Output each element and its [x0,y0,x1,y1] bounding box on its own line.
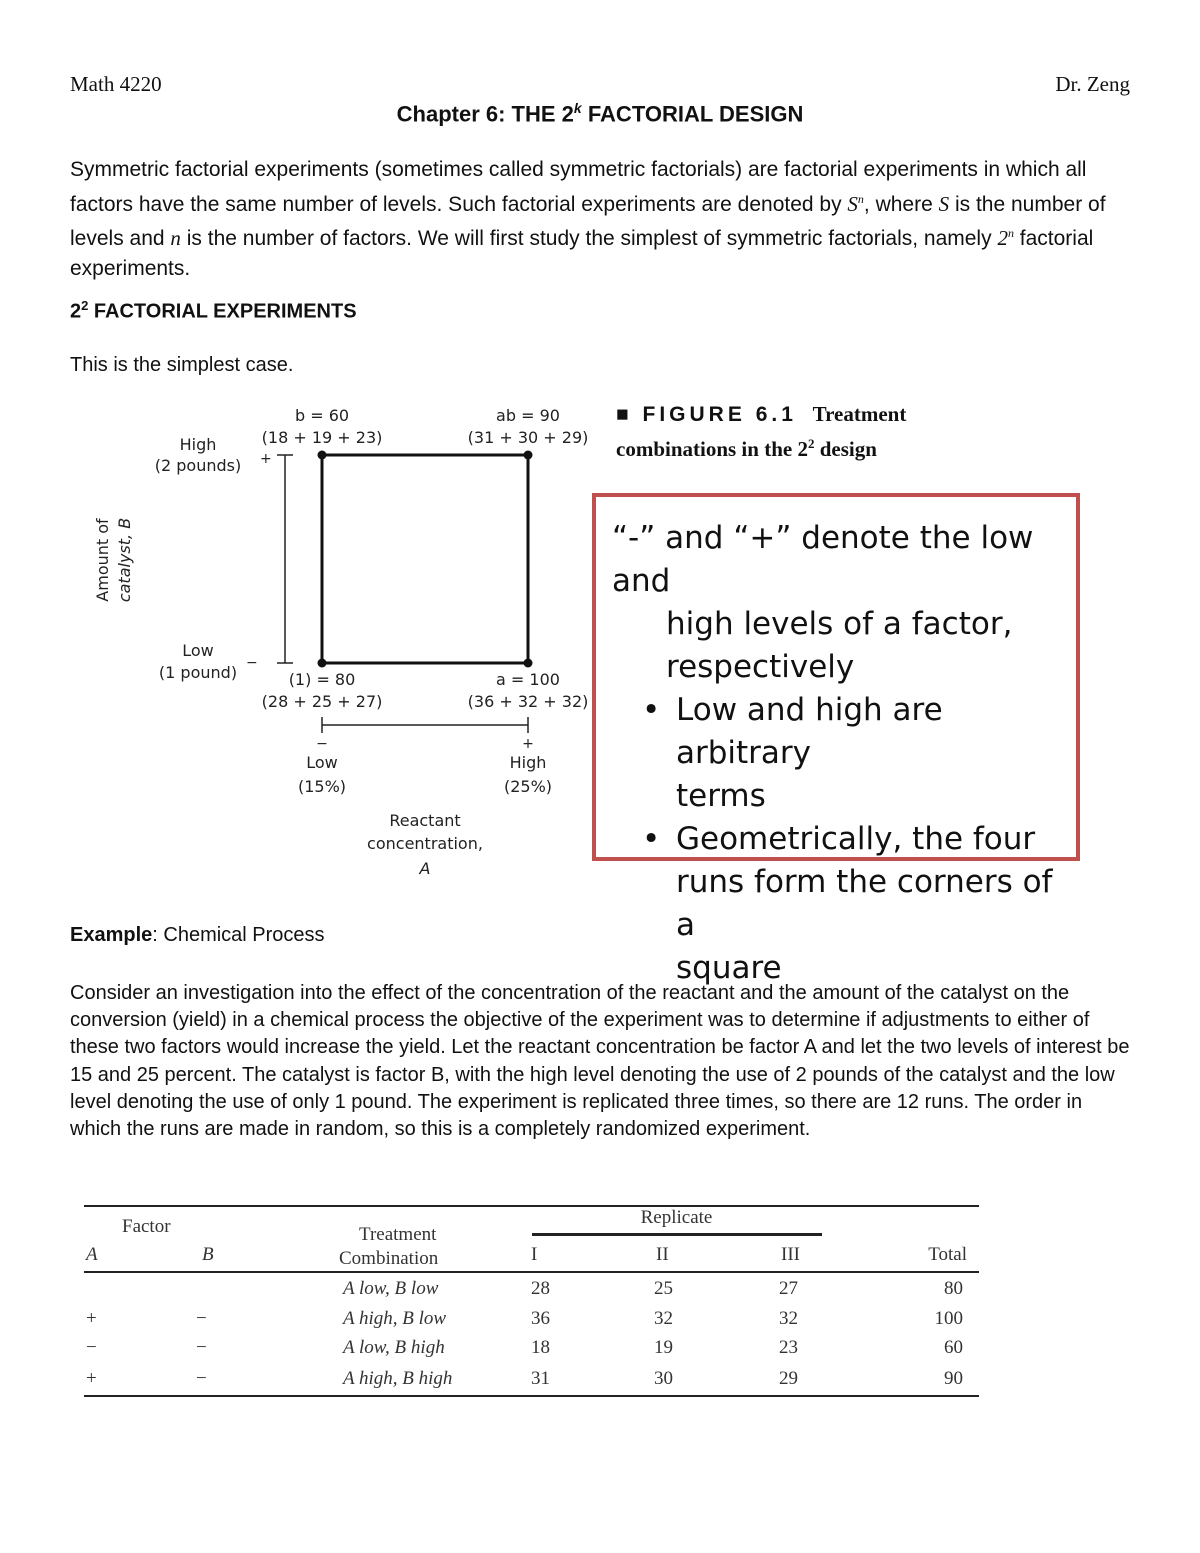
col-b-header: B [202,1243,214,1265]
cell-b: − [196,1307,207,1329]
a-high-label: High [509,753,547,772]
one-label: (1) = 80 [288,670,356,689]
cell-total: 90 [944,1367,963,1389]
cell-b [154,1272,319,1304]
intro-text-3: is the number of levels and [70,192,1106,250]
cell-combination: A high, B high [343,1367,453,1389]
b-plus-sign: + [260,451,272,467]
cell-rep-2: 19 [654,1336,673,1358]
replicate-header-label: Replicate [532,1207,822,1236]
note-callout-box [592,493,1080,986]
cell-a: − [86,1336,97,1358]
page-title [0,100,1200,127]
author-label: Dr. Zeng [1055,72,1130,96]
table-row [84,1333,979,1362]
figure-label: ■ FIGURE 6.1 [616,403,797,426]
intro-two-exp: n [1007,226,1014,240]
note-content [612,517,1062,990]
a-low-label: Low [306,753,338,772]
note-line-1: “-” and “+” denote the low and [612,520,1034,599]
intro-text-4: is the number of factors. We will first study the simplest of symmetric factorials, namely [180,227,998,250]
replicate-header [529,1206,894,1238]
note-bullet-1-line-2: terms [676,778,766,814]
corner-one [318,659,327,668]
a-high-sub: (25%) [503,777,553,796]
intro-text-1: Symmetric factorial experiments (sometimes called symmetric factorials) are factorial experiments in which all factors have the same number of levels. Such factorial experiments are denoted by [70,158,1087,216]
note-bullet-2-line-3: square [676,950,782,986]
ab-label: ab = 90 [496,406,560,425]
factorial-square-figure [70,395,600,885]
design-square [322,455,528,663]
intro-two-base: 2 [997,226,1008,250]
section-sup: 2 [81,298,89,313]
note-line-2: high levels of a factor, [666,606,1013,642]
cell-a: + [86,1367,97,1389]
intro-paragraph [70,155,1132,283]
note-bullet-2-line-1: Geometrically, the four [676,821,1036,857]
cell-rep-1: 31 [531,1367,550,1389]
cell-combination: A high, B low [343,1307,447,1329]
treatment-header [319,1206,529,1272]
cell-combination: A low, B high [343,1336,445,1358]
corner-ab [524,451,533,460]
b-axis-title-1: Amount of [93,518,112,602]
cell-combination: A low, B low [343,1277,439,1299]
factor-header: Factor [122,1216,171,1237]
cell-total: 80 [944,1277,963,1299]
section-heading [70,298,357,324]
cell-rep-2: 30 [654,1367,673,1389]
intro-s-var: S [938,191,950,216]
intro-text-5: factorial experiments. [70,227,1094,280]
cell-b: − [196,1367,207,1389]
ab-values: (31 + 30 + 29) [467,428,589,447]
cell-rep-3: 29 [779,1367,798,1389]
b-label: b = 60 [294,406,350,425]
bullet-dot-icon: • [642,692,661,728]
cell-rep-3: 23 [779,1336,798,1358]
col-a-header: A [86,1243,98,1265]
table-row [84,1362,979,1396]
b-minus-sign: − [246,655,258,671]
col-total-header: Total [928,1243,967,1265]
b-high-label: High [179,435,217,454]
cell-rep-2: 32 [654,1307,673,1329]
intro-text-2: , where [863,192,939,216]
cell-rep-3: 32 [779,1307,798,1329]
col-ii-header: II [656,1243,669,1265]
col-iii-header: III [781,1243,800,1265]
b-values: (18 + 19 + 23) [261,428,383,447]
b-high-sub: (2 pounds) [154,456,242,475]
course-label: Math 4220 [70,72,162,96]
table-row [84,1304,979,1333]
col-i-header: I [531,1243,538,1265]
example-text: : Chemical Process [152,924,325,946]
note-bullet-1 [612,689,1062,818]
a-axis-title-3: A [419,859,431,878]
example-paragraph: Consider an investigation into the effect of the concentration of the reactant and the amount of the catalyst on the conversion (yield) in a chemical process the objective of the experiment was to determine if adjustments to either of these two factors would increase the yield. Let the reactant concentration be factor A and let the two levels of interest be 15 and 25 percent. The catalyst is factor B, with the high level denoting the use of 2 pounds of the catalyst and the low level denoting the use of only 1 pound. The experiment is replicated three times, so there are 12 runs. The order in which the runs are made in random, so this is a completely randomized experiment. [70,982,1130,1141]
cell-a [84,1272,154,1304]
bullet-dot-icon: • [642,821,661,857]
corner-b [318,451,327,460]
intro-n-var: n [170,226,181,250]
b-axis-title-2: catalyst, B [115,517,134,603]
figure-caption-text-2b: design [814,437,877,461]
b-low-label: Low [182,641,214,660]
note-bullet-2-line-2: runs form the corners of a [676,864,1053,943]
figure-caption-text-2a: combinations in the 2 [616,437,808,461]
section-rest: FACTORIAL EXPERIMENTS [88,300,357,323]
a-minus-sign: − [316,736,328,752]
a-axis-title-1: Reactant [389,811,461,830]
a-axis-title-2: concentration, [367,834,483,853]
note-line-3: respectively [666,649,855,685]
a-low-sub: (15%) [297,777,347,796]
replicate-table [84,1205,979,1397]
example-heading [70,924,325,947]
cell-rep-3: 27 [779,1277,798,1299]
cell-rep-1: 18 [531,1336,550,1358]
a-values: (36 + 32 + 32) [467,692,589,711]
cell-a: + [86,1307,97,1329]
b-low-sub: (1 pound) [158,663,238,682]
intro-s-base: S [847,191,858,216]
figure-caption [616,400,906,464]
cell-total: 100 [934,1307,963,1329]
note-bullet-1-line-1: Low and high are arbitrary [676,692,943,771]
cell-rep-2: 25 [654,1277,673,1299]
note-bullet-2 [612,818,1062,990]
simplest-case-text: This is the simplest case. [70,354,294,376]
figure-caption-sup: 2 [807,436,815,451]
a-label: a = 100 [496,670,560,689]
cell-total: 60 [944,1336,963,1358]
cell-rep-1: 36 [531,1307,550,1329]
intro-s-exp: n [857,191,864,206]
treatment-header-1: Treatment [359,1224,437,1245]
a-plus-sign: + [522,736,534,752]
example-label: Example [70,924,153,946]
one-values: (28 + 25 + 27) [261,692,383,711]
treatment-header-2: Combination [339,1248,439,1269]
title-sup: k [573,100,582,116]
table-row [84,1272,979,1304]
title-suffix: FACTORIAL DESIGN [581,101,804,127]
figure-caption-text-1: Treatment [812,402,907,426]
cell-rep-1: 28 [531,1277,550,1299]
section-base: 2 [70,300,82,323]
corner-a [524,659,533,668]
cell-b: − [196,1336,207,1358]
title-prefix: Chapter 6: THE 2 [396,101,574,127]
